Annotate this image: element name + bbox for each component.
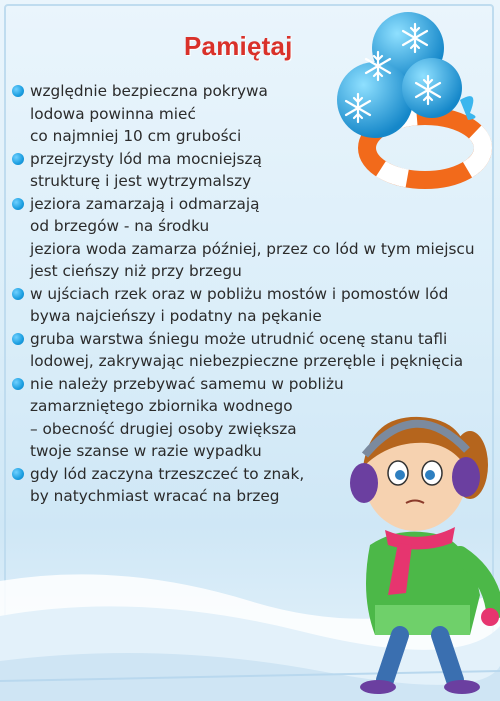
list-item [12, 80, 492, 148]
bullet-dot-icon [12, 333, 24, 345]
bullet-dot-icon [12, 288, 24, 300]
tip-line: w ujściach rzek oraz w pobliżu mostów i pomostów lód [30, 284, 449, 303]
safety-tips-list [12, 80, 492, 508]
tip-line: gdy lód zaczyna trzeszczeć to znak, [30, 464, 305, 483]
bullet-dot-icon [12, 378, 24, 390]
tip-line: nie należy przebywać samemu w pobliżu [30, 374, 344, 393]
list-item [12, 463, 492, 508]
tip-line: gruba warstwa śniegu może utrudnić ocenę stanu tafli [30, 329, 448, 348]
tip-line: od brzegów - na środku [30, 217, 210, 235]
tip-line: strukturę i jest wytrzymalszy [30, 172, 252, 190]
tip-line: co najmniej 10 cm grubości [30, 127, 242, 145]
tip-line: jest cieńszy niż przy brzegu [30, 262, 242, 280]
list-item [12, 193, 492, 283]
list-item [12, 373, 492, 463]
bullet-dot-icon [12, 468, 24, 480]
tip-line: jeziora zamarzają i odmarzają [30, 194, 260, 213]
tip-line: względnie bezpieczna pokrywa [30, 82, 268, 100]
tip-line: by natychmiast wracać na brzeg [30, 487, 280, 505]
list-item [12, 328, 492, 373]
tip-line: zamarzniętego zbiornika wodnego [30, 397, 293, 415]
list-item [12, 283, 492, 328]
list-item [12, 148, 492, 193]
tip-line: lodowa powinna mieć [30, 104, 196, 123]
tip-line: twoje szanse w razie wypadku [30, 442, 262, 460]
bullet-dot-icon [12, 153, 24, 165]
page-title: Pamiętaj [184, 31, 293, 62]
tip-line: przejrzysty lód ma mocniejszą [30, 149, 262, 168]
tip-line: lodowej, zakrywając niebezpieczne przeręble i pęknięcia [30, 352, 464, 370]
bullet-dot-icon [12, 85, 24, 97]
tip-line: jeziora woda zamarza później, przez co lód w tym miejscu [30, 239, 475, 258]
bullet-dot-icon [12, 198, 24, 210]
tip-line: – obecność drugiej osoby zwiększa [30, 419, 297, 438]
tip-line: bywa najcieńszy i podatny na pękanie [30, 307, 322, 325]
